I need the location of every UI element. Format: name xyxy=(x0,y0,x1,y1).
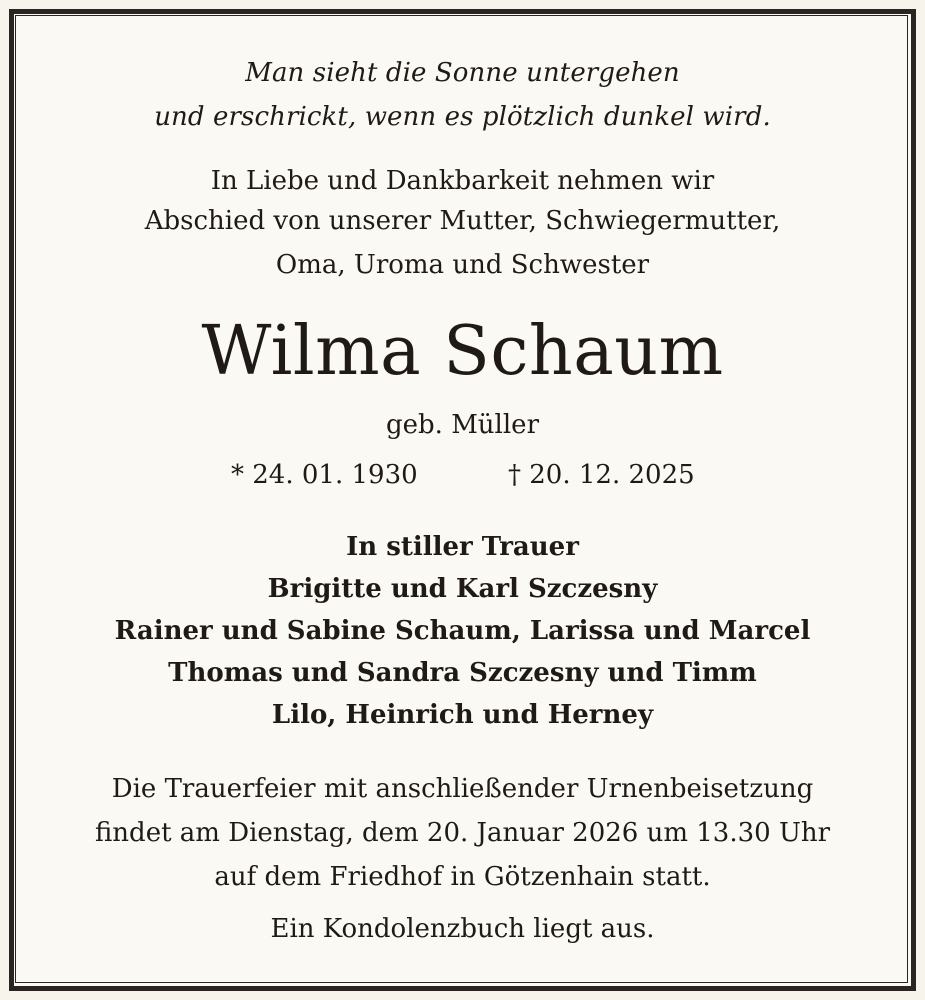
service-line-2: findet am Dienstag, dem 20. Januar 2026 um 13.30 Uhr xyxy=(94,818,831,848)
maiden-name: geb. Müller xyxy=(385,410,540,440)
mourners-line-4: Lilo, Heinrich und Herney xyxy=(271,700,654,730)
mourners-line-1: Brigitte und Karl Szczesny xyxy=(267,574,658,604)
mourners-line-3: Thomas und Sandra Szczesny und Timm xyxy=(168,658,757,688)
service-line-3: auf dem Friedhof in Götzenhain statt. xyxy=(214,862,711,892)
intro-line-1: In Liebe und Dankbarkeit nehmen wir xyxy=(210,166,715,196)
obituary-notice xyxy=(18,18,907,982)
intro-line-3: Oma, Uroma und Schwester xyxy=(275,250,650,280)
verse-line-2: und erschrickt, wenn es plötzlich dunkel wird. xyxy=(154,102,771,132)
mourners-heading: In stiller Trauer xyxy=(346,532,579,562)
condolence-book-note: Ein Kondolenzbuch liegt aus. xyxy=(270,914,655,944)
mourners-line-2: Rainer und Sabine Schaum, Larissa und Marcel xyxy=(114,616,811,646)
death-date: † 20. 12. 2025 xyxy=(508,460,695,490)
verse-line-1: Man sieht die Sonne untergehen xyxy=(245,58,680,88)
birth-date: * 24. 01. 1930 xyxy=(231,460,418,490)
deceased-name: Wilma Schaum xyxy=(201,312,724,391)
service-line-1: Die Trauerfeier mit anschließender Urnenbeisetzung xyxy=(111,774,814,804)
intro-line-2: Abschied von unserer Mutter, Schwiegermutter, xyxy=(144,206,781,236)
